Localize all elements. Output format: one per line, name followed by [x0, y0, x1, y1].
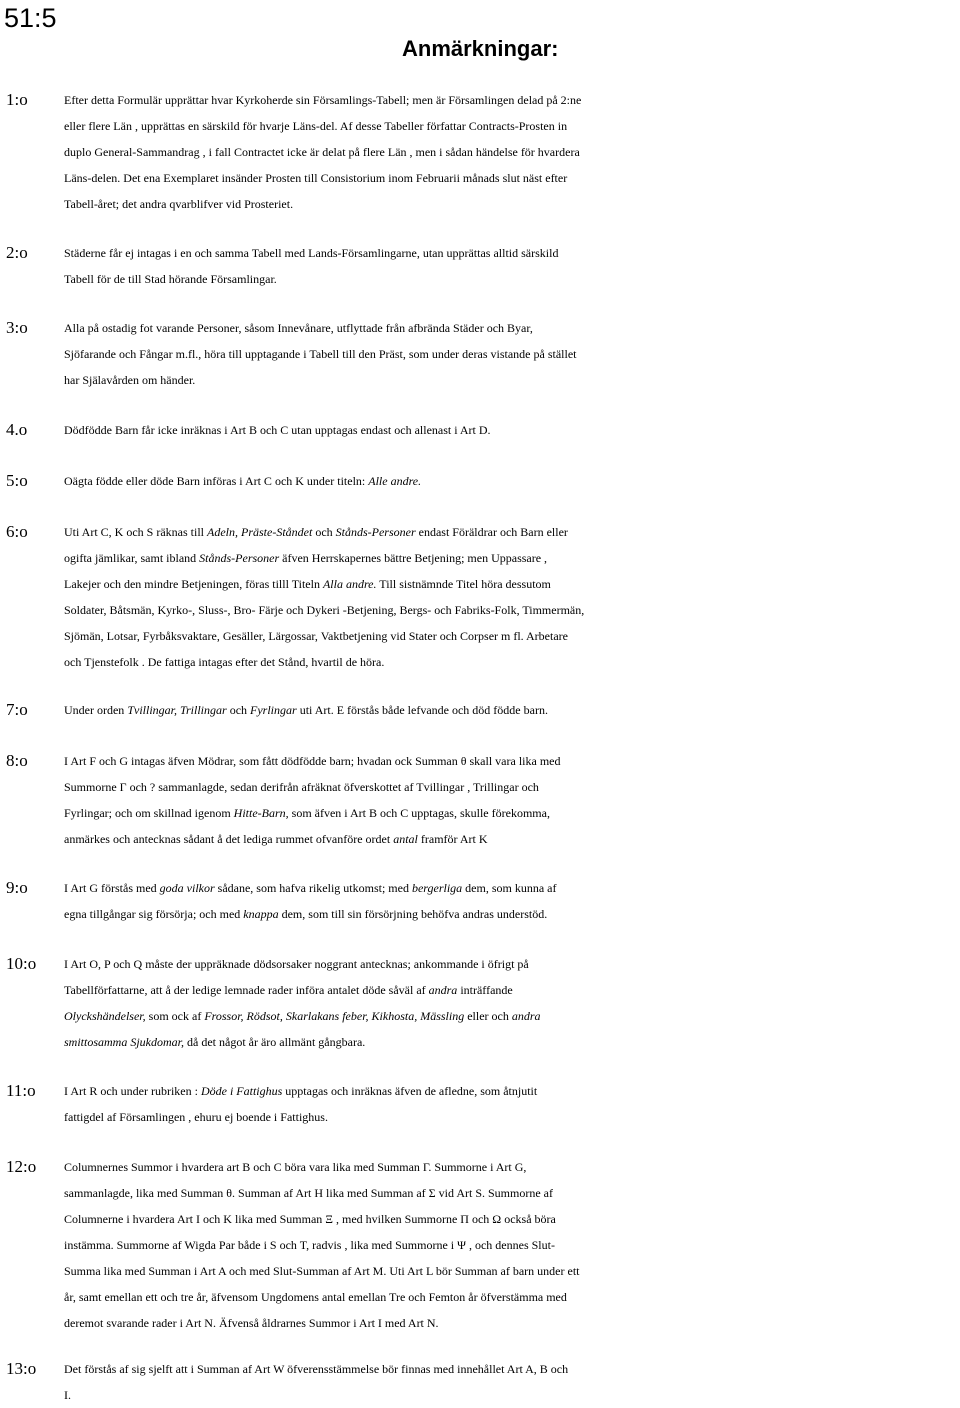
note-line — [64, 1180, 960, 1206]
note-line — [64, 1154, 960, 1180]
text-run: som äfven i Art B och C upptagas, skulle förekomma, — [288, 806, 550, 820]
note-line — [64, 1382, 960, 1408]
text-run: Oägta födde eller döde Barn införas i Art C och K under titeln: — [64, 474, 369, 488]
note-line — [64, 468, 960, 494]
italic-term: Stånds-Personer — [335, 525, 416, 539]
note-text — [64, 519, 960, 675]
italic-term: smittosamma Sjukdomar, — [64, 1035, 185, 1049]
text-run: upptagas och inräknas äfven de afledne, som åtnjutit — [282, 1084, 538, 1098]
italic-term: Stånds-Personer — [199, 551, 280, 565]
text-run: år, samt emellan ett och tre år, äfvensom Ungdomens antal emellan Tre och Femton år öfverstämma med — [64, 1290, 567, 1304]
note-line — [64, 1078, 960, 1104]
text-run: och Tjenstefolk . De fattiga intagas efter det Stånd, hvartil de höra. — [64, 655, 385, 669]
page-title: Anmärkningar: — [402, 36, 559, 61]
note-number: 1:o — [6, 90, 28, 109]
text-run: eller flere Län , upprättas en särskild för hvarje Läns-del. Af desse Tabeller författar Contracts-Prosten in — [64, 119, 568, 133]
note-text — [64, 417, 960, 443]
text-run: Tabell-året; det andra qvarblifver vid Prosteriet. — [64, 197, 294, 211]
note-text — [64, 748, 960, 852]
italic-term: goda vilkor — [159, 881, 215, 895]
note-line — [64, 623, 960, 649]
note-text — [64, 951, 960, 1055]
text-run: sammanlagde, lika med Summan θ. Summan af Art H lika med Summan af Σ vid Art S. Summorne af — [64, 1186, 553, 1200]
text-run: instämma. Summorne af Wigda Par både i S och T, radvis , lika med Summorne i Ψ , och dennes Slut- — [64, 1238, 555, 1252]
note-text — [64, 87, 960, 217]
note-line — [64, 1258, 960, 1284]
note-line — [64, 1310, 960, 1336]
note-text — [64, 1154, 960, 1336]
text-run: Till sistnämnde Titel höra dessutom — [376, 577, 551, 591]
text-run: då det något år äro allmänt gångbara. — [184, 1035, 366, 1049]
note-number: 11:o — [6, 1081, 36, 1100]
italic-term: andra — [511, 1009, 541, 1023]
italic-term: Adeln, Präste-Ståndet — [207, 525, 313, 539]
note-number: 8:o — [6, 751, 28, 770]
italic-term: Frossor, Rödsot, Skarlakans feber, Kikhosta, Mässling — [204, 1009, 465, 1023]
note-text — [64, 697, 960, 723]
text-run: Dödfödde Barn får icke inräknas i Art B och C utan upptagas endast och allenast i Art D. — [64, 423, 491, 437]
text-run: och — [226, 703, 251, 717]
italic-term: bergerliga — [411, 881, 463, 895]
note-line — [64, 748, 960, 774]
text-run: egna tillgångar sig försörja; och med — [64, 907, 244, 921]
note-line — [64, 417, 960, 443]
text-run: endast Föräldrar och Barn eller — [415, 525, 568, 539]
note-number: 3:o — [6, 318, 28, 337]
note-line — [64, 545, 960, 571]
text-run: deremot svarande rader i Art N. Äfvenså åldrarnes Summor i Art I med Art N. — [64, 1316, 439, 1330]
note-line — [64, 875, 960, 901]
text-run: Det förstås af sig sjelft att i Summan af Art W öfverensstämmelse bör finnas med innehållet Art A, B och — [64, 1362, 569, 1376]
note-line — [64, 1003, 960, 1029]
italic-term: Hitte-Barn, — [233, 806, 289, 820]
note-line — [64, 165, 960, 191]
text-run: I Art R och under rubriken : — [64, 1084, 201, 1098]
text-run: Fyrlingar; och om skillnad igenom — [64, 806, 234, 820]
note-text — [64, 1356, 960, 1408]
note-line — [64, 266, 960, 292]
note-number: 12:o — [6, 1157, 37, 1176]
text-run: Uti Art C, K och S räknas till — [64, 525, 207, 539]
italic-term: Alle andre. — [368, 474, 422, 488]
text-run: I. — [64, 1388, 71, 1402]
italic-term: antal — [393, 832, 418, 846]
note-line — [64, 977, 960, 1003]
note-line — [64, 1104, 960, 1130]
note-number: 2:o — [6, 243, 28, 262]
text-run: I Art O, P och Q måste der uppräknade dödsorsaker noggrant antecknas; ankommande i öfrigt på — [64, 957, 529, 971]
text-run: duplo General-Sammandrag , i fall Contractet icke är delat på flere Län , men i sådan händelse för hvardera — [64, 145, 580, 159]
italic-term: Döde i Fattighus — [200, 1084, 283, 1098]
note-line — [64, 826, 960, 852]
text-run: Soldater, Båtsmän, Kyrko-, Sluss-, Bro- Färje och Dykeri -Betjening, Bergs- och Fabriks-Folk, Timmermän, — [64, 603, 585, 617]
text-run: Sjömän, Lotsar, Fyrbåksvaktare, Gesäller, Lärgossar, Vaktbetjening vid Stater och Corpser m fl. Arbetare — [64, 629, 568, 643]
note-number: 13:o — [6, 1359, 37, 1378]
text-run: och — [312, 525, 336, 539]
italic-term: andra — [428, 983, 458, 997]
note-number: 6:o — [6, 522, 28, 541]
text-run: framför Art K — [417, 832, 488, 846]
note-line — [64, 87, 960, 113]
note-text — [64, 468, 960, 494]
note-line — [64, 1356, 960, 1382]
text-run: uti Art. E förstås både lefvande och död födde barn. — [296, 703, 548, 717]
text-run: Sjöfarande och Fångar m.fl., höra till upptagande i Tabell till den Präst, som under deras vistande på stället — [64, 347, 577, 361]
note-line — [64, 901, 960, 927]
note-line — [64, 1206, 960, 1232]
italic-term: knappa — [243, 907, 279, 921]
text-run: eller och — [464, 1009, 512, 1023]
text-run: Efter detta Formulär upprättar hvar Kyrkoherde sin Församlings-Tabell; men är Församlingen delad på 2:ne — [64, 93, 582, 107]
text-run: Tabellförfattarne, att å der ledige lemnade rader införa antalet döde såväl af — [64, 983, 429, 997]
note-number: 10:o — [6, 954, 37, 973]
note-number: 9:o — [6, 878, 28, 897]
text-run: I Art G förstås med — [64, 881, 160, 895]
note-line — [64, 240, 960, 266]
text-run: Columnerne i hvardera Art I och K lika med Summan Ξ , med hvilken Summorne Π och Ω också böra — [64, 1212, 556, 1226]
note-line — [64, 774, 960, 800]
text-run: anmärkes och antecknas sådant å det lediga rummet ofvanföre ordet — [64, 832, 394, 846]
note-line — [64, 519, 960, 545]
text-run: Under orden — [64, 703, 128, 717]
text-run: äfven Herrskapernes bättre Betjening; men Uppassare , — [279, 551, 548, 565]
text-run: Städerne får ej intagas i en och samma Tabell med Lands-Församlingarne, utan upprättas alltid särskild — [64, 246, 559, 260]
text-run: som ock af — [145, 1009, 205, 1023]
note-line — [64, 139, 960, 165]
note-line — [64, 951, 960, 977]
note-number: 4.o — [6, 420, 28, 439]
text-run: Lakejer och den mindre Betjeningen, föras tilll Titeln — [64, 577, 323, 591]
text-run: I Art F och G intagas äfven Mödrar, som fått dödfödde barn; hvadan ock Summan θ skall vara lika med — [64, 754, 561, 768]
text-run: dem, som till sin försörjning behöfva andras understöd. — [278, 907, 548, 921]
note-line — [64, 367, 960, 393]
text-run: fattigdel af Församlingen , ehuru ej boende i Fattighus. — [64, 1110, 328, 1124]
italic-term: Fyrlingar — [250, 703, 297, 717]
text-run: sådane, som hafva rikelig utkomst; med — [214, 881, 412, 895]
note-line — [64, 649, 960, 675]
note-text — [64, 315, 960, 393]
text-run: Summorne Γ och ? sammanlagde, sedan derifrån afräknat öfverskottet af Tvillingar , Trillingar och — [64, 780, 539, 794]
italic-term: Tvillingar, Trillingar — [127, 703, 227, 717]
note-line — [64, 697, 960, 723]
note-text — [64, 240, 960, 292]
text-run: Columnernes Summor i hvardera art B och C böra vara lika med Summan Γ. Summorne i Art G, — [64, 1160, 527, 1174]
note-number: 7:o — [6, 700, 28, 719]
text-run: dem, som kunna af — [462, 881, 557, 895]
text-run: Tabell för de till Stad hörande Församlingar. — [64, 272, 277, 286]
note-line — [64, 1029, 960, 1055]
note-line — [64, 1232, 960, 1258]
note-line — [64, 1284, 960, 1310]
note-line — [64, 597, 960, 623]
text-run: Summa lika med Summan i Art A och med Slut-Summan af Art M. Uti Art L bör Summan af barn under ett — [64, 1264, 580, 1278]
italic-term: Olyckshändelser, — [64, 1009, 146, 1023]
page-number: 51:5 — [4, 3, 57, 33]
text-run: ogifta jämlikar, samt ibland — [64, 551, 200, 565]
text-run: inträffande — [457, 983, 513, 997]
note-line — [64, 191, 960, 217]
text-run: Alla på ostadig fot varande Personer, såsom Innevånare, utflyttade från afbrända Städer och Byar, — [64, 321, 533, 335]
italic-term: Alla andre. — [322, 577, 377, 591]
text-run: har Själavården om händer. — [64, 373, 196, 387]
note-number: 5:o — [6, 471, 28, 490]
note-text — [64, 1078, 960, 1130]
text-run: Läns-delen. Det ena Exemplaret insänder Prosten till Consistorium inom Februarii månads slut näst efter — [64, 171, 568, 185]
note-line — [64, 341, 960, 367]
note-line — [64, 315, 960, 341]
note-line — [64, 113, 960, 139]
note-text — [64, 875, 960, 927]
note-line — [64, 571, 960, 597]
note-line — [64, 800, 960, 826]
